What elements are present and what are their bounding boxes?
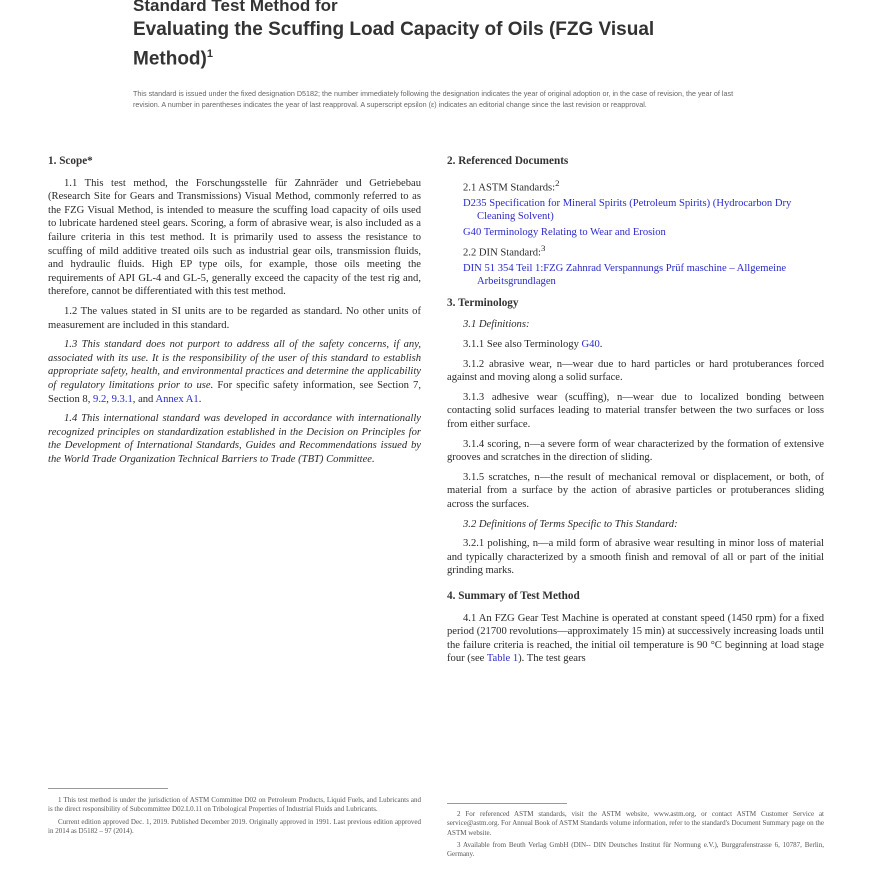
designation-notice: This standard is issued under the fixed designation D5182; the number immediately following the designation indicates the year of original adoption or, in the case of revision, the year of last revision. A number in parentheses indicates the year of last reapproval. A superscript epsilon (ε) indicates an editorial change since the last revision or reapproval. (133, 89, 734, 109)
para-1-2: 1.2 The values stated in SI units are to be regarded as standard. No other units of measurement are included in this standard. (48, 305, 421, 331)
link-g40[interactable]: G40 (581, 339, 600, 350)
para-1-3: 1.3 This standard does not purport to address all of the safety concerns, if any, associated with its use. It is the responsibility of the user of this standard to establish appropriate safety, health, and environmental practices and determine the applicability of regulatory limitations prior to use. For specific safety information, see Section 7, Section 8, 9.2, 9.3.1, and Annex A1. (48, 339, 421, 405)
para-3-1-4: 3.1.4 scoring, n—a severe form of wear characterized by the formation of extensive grooves and scratches in the direction of sliding. (447, 438, 824, 464)
para-3-1: 3.1 Definitions: (463, 319, 530, 331)
din-standard-sup: 3 (540, 242, 546, 253)
din-standard-label (463, 242, 824, 260)
document-header (133, 0, 773, 70)
footnote-rule-right (447, 803, 567, 804)
para-1-3-text: For specific safety information, see Section 7, Section 8, (48, 379, 421, 405)
para-3-1-1 (447, 338, 824, 352)
title-footnote-mark: 1 (206, 48, 213, 60)
summary-heading: 4. Summary of Test Method (447, 589, 580, 602)
link-9-3-1[interactable]: 9.3.1 (111, 393, 133, 405)
referenced-documents-heading: 2. Referenced Documents (447, 155, 569, 167)
astm-standards-sup: 2 (555, 177, 560, 188)
para-3-1-1-end: . (599, 339, 603, 350)
title-line-3-text: Method) (133, 48, 207, 70)
footnote-3: 3 Available from Beuth Verlag GmbH (DIN-- DIN Deutsches Institut für Normung e.V.), Burggrafenstrasse 6, 10787, Berlin, Germany. (447, 840, 824, 859)
terminology-heading: 3. Terminology (447, 296, 519, 309)
title-line-2: Evaluating the Scuffing Load Capacity of Oils (FZG Visual (133, 19, 655, 40)
para-3-1-5: 3.1.5 scratches, n—the result of mechanical removal or displacement, or both, of material from a surface by the action of abrasive particles or protuberances sliding across the surfaces. (447, 471, 824, 510)
footnote-2: 2 For referenced ASTM standards, visit the ASTM website, www.astm.org, or contact ASTM Customer Service at service@astm.org. For Annual Book of ASTM Standards volume information, refer to the standard's Document Summary page on the ASTM website. (447, 810, 824, 837)
astm-standards-text: 2.1 ASTM Standards: (463, 182, 556, 194)
para-3-1-3: 3.1.3 adhesive wear (scuffing), n—wear due to localized bonding between contacting solid surfaces leading to material transfer between the two surfaces or loss from either surface. (447, 391, 824, 430)
footnotes-right (447, 810, 824, 859)
para-1-3-and: , and (132, 393, 154, 405)
astm-standards-label (463, 177, 824, 195)
right-column (447, 155, 824, 672)
ref-din-51354[interactable]: DIN 51 354 Teil 1:FZG Zahnrad Verspannungs Prüf maschine – Allgemeine Arbeitsgrundlagen (463, 262, 787, 288)
ref-g40[interactable]: G40 Terminology Relating to Wear and Erosion (463, 226, 666, 238)
para-1-1: 1.1 This test method, the Forschungsstelle für Zahnräder und Getriebebau (Research Site for Gears and Transmissions) Visual Method, commonly referred to as the FZG Visual Method, is intended to measure the scuffing load capacity of oils used to lubricate hardened steel gears. Scoring, a form of abrasive wear, is also included as a failure criteria in this test method. It is primarily used to assess the resistance to scuffing of mild additive treated oils such as industrial gear oils, transmission fluids, and hydraulic fluids. High EP type oils, for example, those oils meeting the requirements of API GL-4 and GL-5, generally exceed the capacity of the test rig and, therefore, cannot be differentiated with this test method. (48, 177, 421, 298)
title-line-3 (133, 43, 773, 70)
title-line-1: Standard Test Method for (133, 0, 338, 15)
para-1-3-italic: 1.3 This standard does not purport to address all of the safety concerns, if any, associated with its use. It is the responsibility of the user of this standard to establish appropriate safety, health, and environmental practices and determine the applicability of regulatory limitations prior to use. (48, 339, 421, 391)
link-annex-a1[interactable]: Annex A1 (155, 393, 199, 405)
para-3-1-1-text: 3.1.1 See also Terminology (463, 339, 579, 350)
para-3-2-1: 3.2.1 polishing, n—a mild form of abrasive wear resulting in minor loss of material and typically characterized by a smooth finish and removal of all or part of the initial grinding marks. (447, 538, 824, 577)
din-standard-text: 2.2 DIN Standard: (463, 247, 541, 259)
para-3-2: 3.2 Definitions of Terms Specific to This Standard: (463, 518, 678, 530)
para-4-1-end: ). The test gears (518, 653, 586, 665)
link-table-1[interactable]: Table 1 (486, 653, 519, 665)
para-4-1-text: 4.1 An FZG Gear Test Machine is operated at constant speed (1450 rpm) for a fixed period (21700 revolutions—approximately 15 min) at successively increasing loads until the failure criteria is reached, the initial oil temperature is 90 °C beginning at load stage four (see (447, 612, 824, 665)
left-column (48, 155, 421, 472)
footnotes-left (48, 796, 421, 836)
footnote-rule-left (48, 788, 168, 789)
footnote-edition: Current edition approved Dec. 1, 2019. Published December 2019. Originally approved in 1991. Last previous edition approved in 2014 as D5182 – 97 (2014). (48, 817, 421, 835)
para-1-4: 1.4 This international standard was developed in accordance with internationally recognized principles on standardization established in the Decision on Principles for the Development of International Standards, Guides and Recommendations issued by the World Trade Organization Technical Barriers to Trade (TBT) Committee. (48, 413, 421, 465)
para-3-1-2: 3.1.2 abrasive wear, n—wear due to hard particles or hard protuberances forced against and moving along a solid surface. (447, 358, 824, 384)
link-9-2[interactable]: 9.2 (93, 393, 107, 405)
para-4-1 (447, 612, 824, 666)
ref-d235[interactable]: D235 Specification for Mineral Spirits (Petroleum Spirits) (Hydrocarbon Dry Cleaning Solvent) (463, 197, 792, 223)
scope-heading: 1. Scope* (48, 155, 93, 167)
footnote-1: 1 This test method is under the jurisdiction of ASTM Committee D02 on Petroleum Products, Liquid Fuels, and Lubricants and is the direct responsibility of Subcommittee D02.L0.11 on Tribological Properties of Industrial Fluids and Lubricants. (48, 796, 421, 814)
